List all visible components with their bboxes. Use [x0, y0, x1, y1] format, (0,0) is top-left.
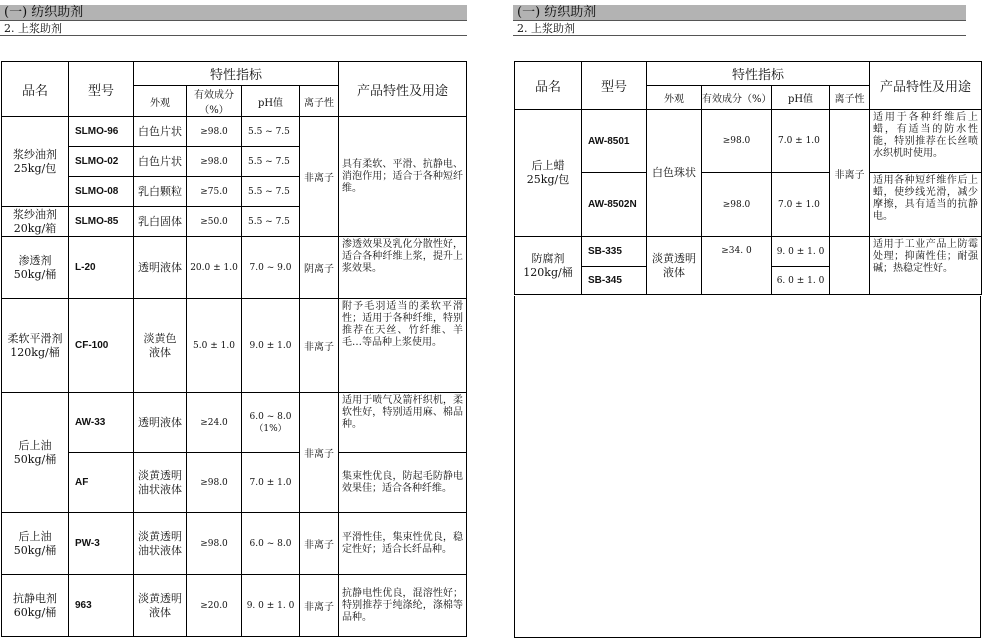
ion-type: 非离子 [300, 575, 339, 637]
product-name: 后上油 50kg/桶 [2, 393, 69, 513]
appearance: 淡黄透明 油状液体 [134, 453, 187, 513]
model-number: SLMO-96 [69, 117, 134, 147]
model-number: SLMO-02 [69, 147, 134, 177]
ph-value: 9. 0 ± 1. 0 [242, 575, 300, 637]
model-number: SLMO-85 [69, 207, 134, 237]
ph-value: 7.0 ± 1.0 [772, 110, 830, 173]
col-content-header: 有效成分（%） [702, 86, 772, 110]
product-name: 浆纱油剂 20kg/箱 [2, 207, 69, 237]
model-number: SLMO-08 [69, 177, 134, 207]
col-name-header: 品名 [515, 62, 582, 110]
product-description: 具有柔软、平滑、抗静电、消泡作用；适合于各种短纤维。 [339, 117, 467, 237]
active-content: ≥20.0 [187, 575, 242, 637]
product-name: 防腐剂 120kg/桶 [515, 237, 582, 295]
table-row [2, 575, 467, 637]
product-table-left [1, 61, 467, 637]
active-content: ≥98.0 [187, 117, 242, 147]
col-content-header: 有效成分（%） [187, 86, 242, 117]
model-number: AW-8502N [582, 173, 647, 237]
product-description: 适用于工业产品上防霉处理；抑菌性佳；耐强碱；热稳定性好。 [870, 237, 982, 295]
col-appearance-header: 外观 [134, 86, 187, 117]
product-table-right [514, 61, 982, 295]
appearance: 淡黄透明 液体 [134, 575, 187, 637]
appearance: 白色片状 [134, 117, 187, 147]
product-description: 平滑性佳，集束性优良，稳定性好；适合长纤品种。 [339, 513, 467, 575]
model-number: SB-335 [582, 237, 647, 267]
product-name: 后上蜡 25kg/包 [515, 110, 582, 237]
active-content: ≥24.0 [187, 393, 242, 453]
ph-value: 9.0 ± 1.0 [242, 299, 300, 393]
active-content: ≥98.0 [187, 453, 242, 513]
model-number: SB-345 [582, 267, 647, 295]
col-use-header: 产品特性及用途 [339, 62, 467, 117]
model-number: PW-3 [69, 513, 134, 575]
product-description: 抗静电性优良，混溶性好；特别推荐于纯涤纶，涤棉等品种。 [339, 575, 467, 637]
section-header: (一) 纺织助剂 [0, 5, 467, 21]
col-model-header: 型号 [69, 62, 134, 117]
appearance: 透明液体 [134, 393, 187, 453]
active-content: ≥98.0 [187, 147, 242, 177]
table-row [515, 237, 982, 267]
product-name: 柔软平滑剂 120kg/桶 [2, 299, 69, 393]
appearance: 白色珠状 [647, 110, 702, 237]
ion-type: 阴离子 [300, 237, 339, 299]
active-content: ≥98.0 [702, 173, 772, 237]
appearance: 淡黄透明 油状液体 [134, 513, 187, 575]
ion-type: 非离子 [830, 110, 870, 237]
appearance: 淡黄透明 液体 [647, 237, 702, 295]
col-spec-header: 特性指标 [647, 62, 870, 86]
product-name: 浆纱油剂 25kg/包 [2, 117, 69, 207]
product-description: 集束性优良，防起毛防静电效果佳；适合各种纤维。 [339, 453, 467, 513]
section-header: (一) 纺织助剂 [513, 5, 966, 21]
section-subheader: 2. 上浆助剂 [513, 22, 966, 36]
ph-value: 5.5 ~ 7.5 [242, 147, 300, 177]
ph-value: 6.0 ~ 8.0 （1%） [242, 393, 300, 453]
table-row [2, 237, 467, 299]
appearance: 白色片状 [134, 147, 187, 177]
col-name-header: 品名 [2, 62, 69, 117]
product-name: 后上油 50kg/桶 [2, 513, 69, 575]
ion-type [830, 237, 870, 295]
table-row [2, 299, 467, 393]
appearance: 乳白颗粒 [134, 177, 187, 207]
model-number: 963 [69, 575, 134, 637]
appearance: 乳白固体 [134, 207, 187, 237]
model-number: AW-33 [69, 393, 134, 453]
ion-type: 非离子 [300, 117, 339, 237]
table-row [515, 110, 982, 173]
ph-value: 7.0 ~ 9.0 [242, 237, 300, 299]
blank-page-area [514, 296, 981, 638]
right-page [513, 0, 983, 643]
active-content: 5.0 ± 1.0 [187, 299, 242, 393]
product-description: 附予毛羽适当的柔软平滑性；适用于各种纤维，特别推荐在天丝、竹纤维、羊毛…等品种上浆使用。 [339, 299, 467, 393]
ph-value: 6.0 ~ 8.0 [242, 513, 300, 575]
left-page [0, 0, 467, 643]
col-use-header: 产品特性及用途 [870, 62, 982, 110]
active-content: 20.0 ± 1.0 [187, 237, 242, 299]
active-content: ≥75.0 [187, 177, 242, 207]
product-description: 适用各种短纤维作后上蜡，使纱线光滑，减少摩擦，具有适当的抗静电。 [870, 173, 982, 237]
section-subheader: 2. 上浆助剂 [0, 22, 467, 36]
product-name: 渗透剂 50kg/桶 [2, 237, 69, 299]
ion-type: 非离子 [300, 299, 339, 393]
ph-value: 5.5 ~ 7.5 [242, 177, 300, 207]
ph-value: 5.5 ~ 7.5 [242, 117, 300, 147]
table-row [515, 173, 982, 237]
table-row [2, 393, 467, 453]
ion-type: 非离子 [300, 513, 339, 575]
ph-value: 9. 0 ± 1. 0 [772, 237, 830, 267]
active-content: ≥98.0 [187, 513, 242, 575]
ph-value: 7.0 ± 1.0 [772, 173, 830, 237]
product-description: 适用于各种纤维后上蜡，有适当的防水性能，特别推荐在长丝喷水织机时使用。 [870, 110, 982, 173]
active-content: ≥34. 0 [702, 237, 772, 295]
model-number: AW-8501 [582, 110, 647, 173]
product-description: 渗透效果及乳化分散性好，适合各种纤维上浆，提升上浆效果。 [339, 237, 467, 299]
col-spec-header: 特性指标 [134, 62, 339, 86]
table-row [2, 513, 467, 575]
table-row [2, 117, 467, 147]
appearance: 淡黄色 液体 [134, 299, 187, 393]
col-ph-header: pH值 [242, 86, 300, 117]
col-appearance-header: 外观 [647, 86, 702, 110]
ph-value: 5.5 ~ 7.5 [242, 207, 300, 237]
product-description: 适用于喷气及箭杆织机，柔软性好，特别适用麻、棉品种。 [339, 393, 467, 453]
ph-value: 7.0 ± 1.0 [242, 453, 300, 513]
ion-type: 非离子 [300, 393, 339, 513]
ph-value: 6. 0 ± 1. 0 [772, 267, 830, 295]
col-ion-header: 离子性 [300, 86, 339, 117]
appearance: 透明液体 [134, 237, 187, 299]
active-content: ≥50.0 [187, 207, 242, 237]
table-row [2, 453, 467, 513]
col-ph-header: pH值 [772, 86, 830, 110]
product-name: 抗静电剂 60kg/桶 [2, 575, 69, 637]
model-number: L-20 [69, 237, 134, 299]
col-model-header: 型号 [582, 62, 647, 110]
model-number: CF-100 [69, 299, 134, 393]
col-ion-header: 离子性 [830, 86, 870, 110]
model-number: AF [69, 453, 134, 513]
active-content: ≥98.0 [702, 110, 772, 173]
